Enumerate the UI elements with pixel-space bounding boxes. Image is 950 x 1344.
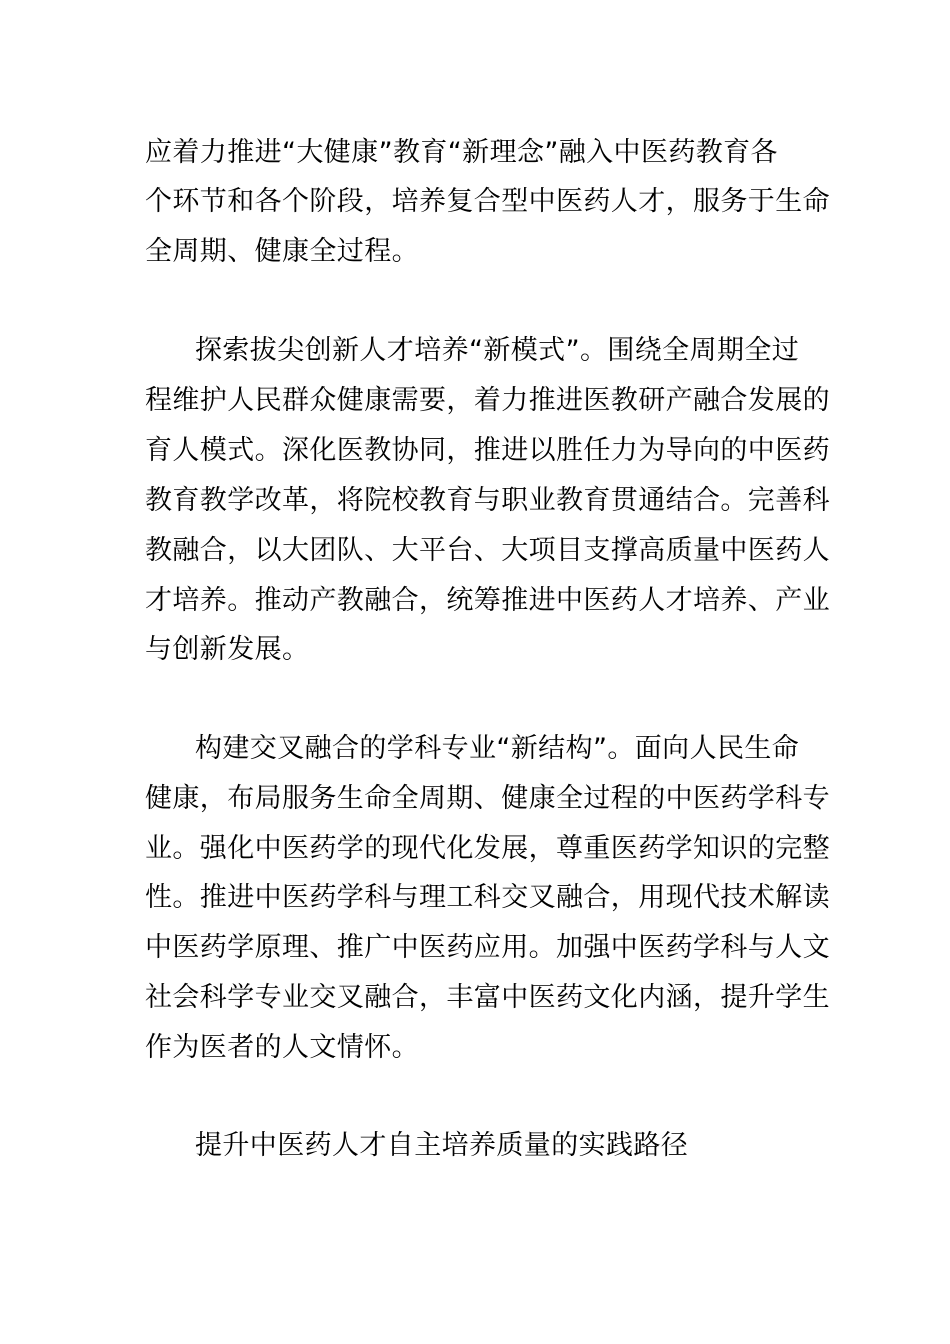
text-line: 性。推进中医药学科与理工科交叉融合，用现代技术解读 xyxy=(145,882,830,913)
text-line: 教融合，以大团队、大平台、大项目支撑高质量中医药人 xyxy=(145,535,830,566)
text-line: 个环节和各个阶段，培养复合型中医药人才，服务于生命 xyxy=(145,186,830,217)
text-line: 才培养。推动产教融合，统筹推进中医药人才培养、产业 xyxy=(145,585,830,616)
text-line: 育人模式。深化医教协同，推进以胜任力为导向的中医药 xyxy=(145,435,830,466)
text-line: 构建交叉融合的学科专业“新结构”。面向人民生命 xyxy=(195,733,800,764)
text-line: 作为医者的人文情怀。 xyxy=(145,1032,419,1063)
text-line: 社会科学专业交叉融合，丰富中医药文化内涵，提升学生 xyxy=(145,982,830,1013)
text-line: 教育教学改革，将院校教育与职业教育贯通结合。完善科 xyxy=(145,485,830,516)
text-line: 健康，布局服务生命全周期、健康全过程的中医药学科专 xyxy=(145,783,830,814)
text-line: 业。强化中医药学的现代化发展，尊重医药学知识的完整 xyxy=(145,833,830,864)
text-line: 中医药学原理、推广中医药应用。加强中医药学科与人文 xyxy=(145,932,830,963)
text-line: 应着力推进“大健康”教育“新理念”融入中医药教育各 xyxy=(145,137,778,168)
text-line: 全周期、健康全过程。 xyxy=(145,236,419,267)
section-heading: 提升中医药人才自主培养质量的实践路径 xyxy=(195,1130,689,1161)
text-line: 探索拔尖创新人才培养“新模式”。围绕全周期全过 xyxy=(195,335,800,366)
text-line: 程维护人民群众健康需要，着力推进医教研产融合发展的 xyxy=(145,385,830,416)
text-line: 与创新发展。 xyxy=(145,634,310,665)
